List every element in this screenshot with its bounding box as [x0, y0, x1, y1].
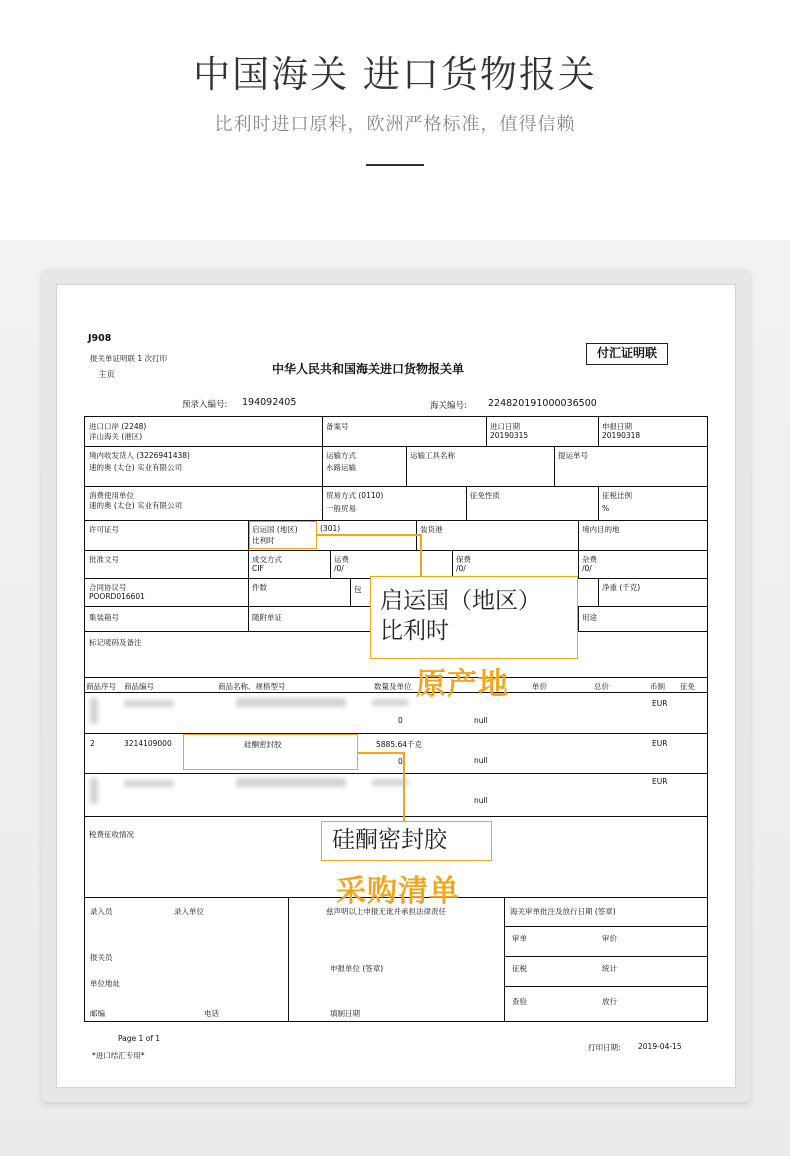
consignee-value: 速的奥 (太仓) 实业有限公司: [89, 463, 183, 472]
redacted-row: [236, 778, 346, 787]
documents-label: 随附单证: [252, 613, 282, 622]
origin-callout-line1: 启运国（地区）: [380, 588, 541, 614]
postcode-label: 邮编: [90, 1009, 105, 1018]
customs-number-label: 海关编号:: [430, 401, 467, 411]
product-connector: [403, 752, 405, 821]
user-value: 速的奥 (太仓) 实业有限公司: [89, 501, 183, 510]
goods-col-name: 商品名称、规格型号: [218, 682, 286, 691]
goods-col-qty: 数量及单位: [374, 682, 412, 691]
deal-value: CIF: [252, 564, 264, 573]
prerecord-label: 预录入编号:: [182, 400, 228, 410]
goods-col-levy: 征免: [680, 682, 695, 691]
pieces-label: 件数: [252, 583, 267, 592]
redacted-row: [90, 698, 98, 724]
redacted-row: [236, 698, 346, 707]
page-title: 中国海关 进口货物报关: [193, 53, 597, 96]
prerecord-number: 194092405: [242, 397, 297, 408]
print-date: 2019-04-15: [638, 1042, 682, 1051]
origin-highlight-box: [249, 521, 317, 549]
transport-value: 水路运输: [326, 463, 356, 472]
origin-label: 启运国 (地区): [252, 525, 298, 534]
misc-fee-value: /0/: [582, 564, 592, 573]
insurance-value: /0/: [456, 564, 466, 573]
transport-label: 运输方式: [326, 451, 356, 460]
trade-value: 一般贸易: [326, 504, 356, 513]
goods-row-origin: null: [474, 796, 488, 805]
goods-col-currency: 币制: [650, 682, 665, 691]
tax-ratio-label: 征税比例: [602, 491, 632, 500]
settlement-note: *进口结汇专用*: [92, 1051, 145, 1060]
release-label: 放行: [602, 997, 617, 1006]
goods-row-code: 3214109000: [124, 739, 172, 748]
page-number: Page 1 of 1: [118, 1034, 161, 1043]
origin-callout: [370, 576, 578, 659]
goods-col-unit-price: 单价: [532, 682, 547, 691]
declare-unit-label: 申报单位 (签章): [330, 964, 384, 973]
vehicle-label: 运输工具名称: [410, 451, 455, 460]
contract-label: 合同协议号: [89, 583, 127, 592]
license-label: 许可证号: [89, 525, 119, 534]
product-callout-text: 硅酮密封胶: [332, 827, 447, 853]
origin-connector: [316, 534, 421, 536]
goods-row-qty2: 0: [398, 757, 403, 766]
redacted-row: [124, 780, 174, 787]
phone-label: 电话: [204, 1009, 219, 1018]
container-label: 集装箱号: [89, 613, 119, 622]
goods-row-currency: EUR: [652, 739, 668, 748]
port-value: 洋山海关 (港区): [89, 432, 143, 441]
goods-row-currency: EUR: [652, 777, 668, 786]
product-tag: 采购清单: [336, 874, 460, 909]
stats-label: 统计: [602, 964, 617, 973]
form-title: 中华人民共和国海关进口货物报关单: [272, 362, 465, 376]
redacted-row: [90, 778, 98, 804]
record-label: 备案号: [326, 422, 349, 431]
goods-row-qty: 5885.64千克: [376, 740, 423, 749]
print-label: 报关单证明联 1 次打印: [90, 354, 168, 363]
product-callout: [321, 821, 492, 861]
title-divider: [366, 164, 424, 166]
tax-ratio-value: %: [602, 504, 610, 513]
goods-col-code: 商品编号: [124, 682, 154, 691]
user-label: 消费使用单位: [89, 491, 134, 500]
redacted-row: [124, 700, 174, 707]
entry-unit-label: 录入单位: [174, 907, 204, 916]
loading-port-label: 装货港: [420, 525, 443, 534]
insurance-label: 保费: [456, 555, 471, 564]
payment-certificate-stamp: 付汇证明联: [586, 343, 668, 365]
price-review-label: 审价: [602, 934, 617, 943]
approval-title: 海关审单批注及放行日期 (签章): [510, 907, 616, 916]
page-subtitle: 比利时进口原料，欧洲严格标准，值得信赖: [214, 114, 576, 135]
origin-callout-line2: 比利时: [380, 618, 449, 644]
goods-col-total: 总价: [594, 682, 609, 691]
goods-row-currency: EUR: [652, 699, 668, 708]
page-label: 主页: [98, 370, 116, 380]
trade-label: 贸易方式 (0110): [326, 491, 384, 500]
product-highlight-box: [183, 734, 358, 770]
deal-label: 成交方式: [252, 555, 282, 564]
unit-address-label: 单位地址: [90, 979, 120, 988]
goods-row-origin: null: [474, 716, 488, 725]
declarant-label: 报关员: [90, 953, 113, 962]
approval-label: 批准文号: [89, 555, 119, 564]
declare-date-label: 申报日期: [602, 422, 632, 431]
contract-value: POORD016601: [89, 592, 145, 601]
goods-row-name: 硅酮密封胶: [244, 740, 282, 749]
form-code: J908: [88, 333, 112, 344]
destination-label: 境内目的地: [582, 525, 620, 534]
goods-row-qty2: 0: [398, 716, 403, 725]
redacted-row: [372, 699, 408, 706]
goods-row-origin: null: [474, 756, 488, 765]
product-connector: [357, 752, 404, 754]
origin-value: 比利时: [252, 536, 275, 545]
fill-date-label: 填制日期: [330, 1009, 360, 1018]
consignee-label: 境内收发货人 (3226941438): [89, 451, 190, 460]
exemption-label: 征免性质: [470, 491, 500, 500]
marks-label: 标记唛码及备注: [89, 638, 142, 647]
freight-label: 运费: [334, 555, 349, 564]
declaration-text: 兹声明以上申报无讹并承担法律责任: [326, 907, 446, 916]
entry-clerk-label: 录入员: [90, 907, 113, 916]
misc-fee-label: 杂费: [582, 555, 597, 564]
print-date-label: 打印日期:: [588, 1043, 621, 1052]
declare-date: 20190318: [602, 431, 641, 440]
import-date-label: 进口日期: [490, 422, 520, 431]
review-label: 审单: [512, 934, 527, 943]
packing-label: 包: [354, 585, 362, 594]
net-weight-label: 净重 (千克): [602, 583, 641, 592]
levy-label: 征税: [512, 964, 527, 973]
origin-tag: 原产地: [416, 667, 509, 702]
goods-row-item: 2: [90, 739, 95, 748]
origin-connector: [420, 534, 422, 577]
import-date: 20190315: [490, 431, 529, 440]
usage-label: 用途: [582, 613, 597, 622]
inspect-label: 查验: [512, 997, 527, 1006]
freight-value: /0/: [334, 564, 344, 573]
customs-number: 224820191000036500: [488, 398, 597, 409]
bill-label: 提运单号: [558, 451, 588, 460]
port-label: 进口口岸 (2248): [89, 422, 147, 431]
tax-label: 税费征收情况: [89, 830, 134, 839]
origin-code: (301): [320, 524, 341, 533]
goods-col-item: 商品序号: [86, 682, 116, 691]
